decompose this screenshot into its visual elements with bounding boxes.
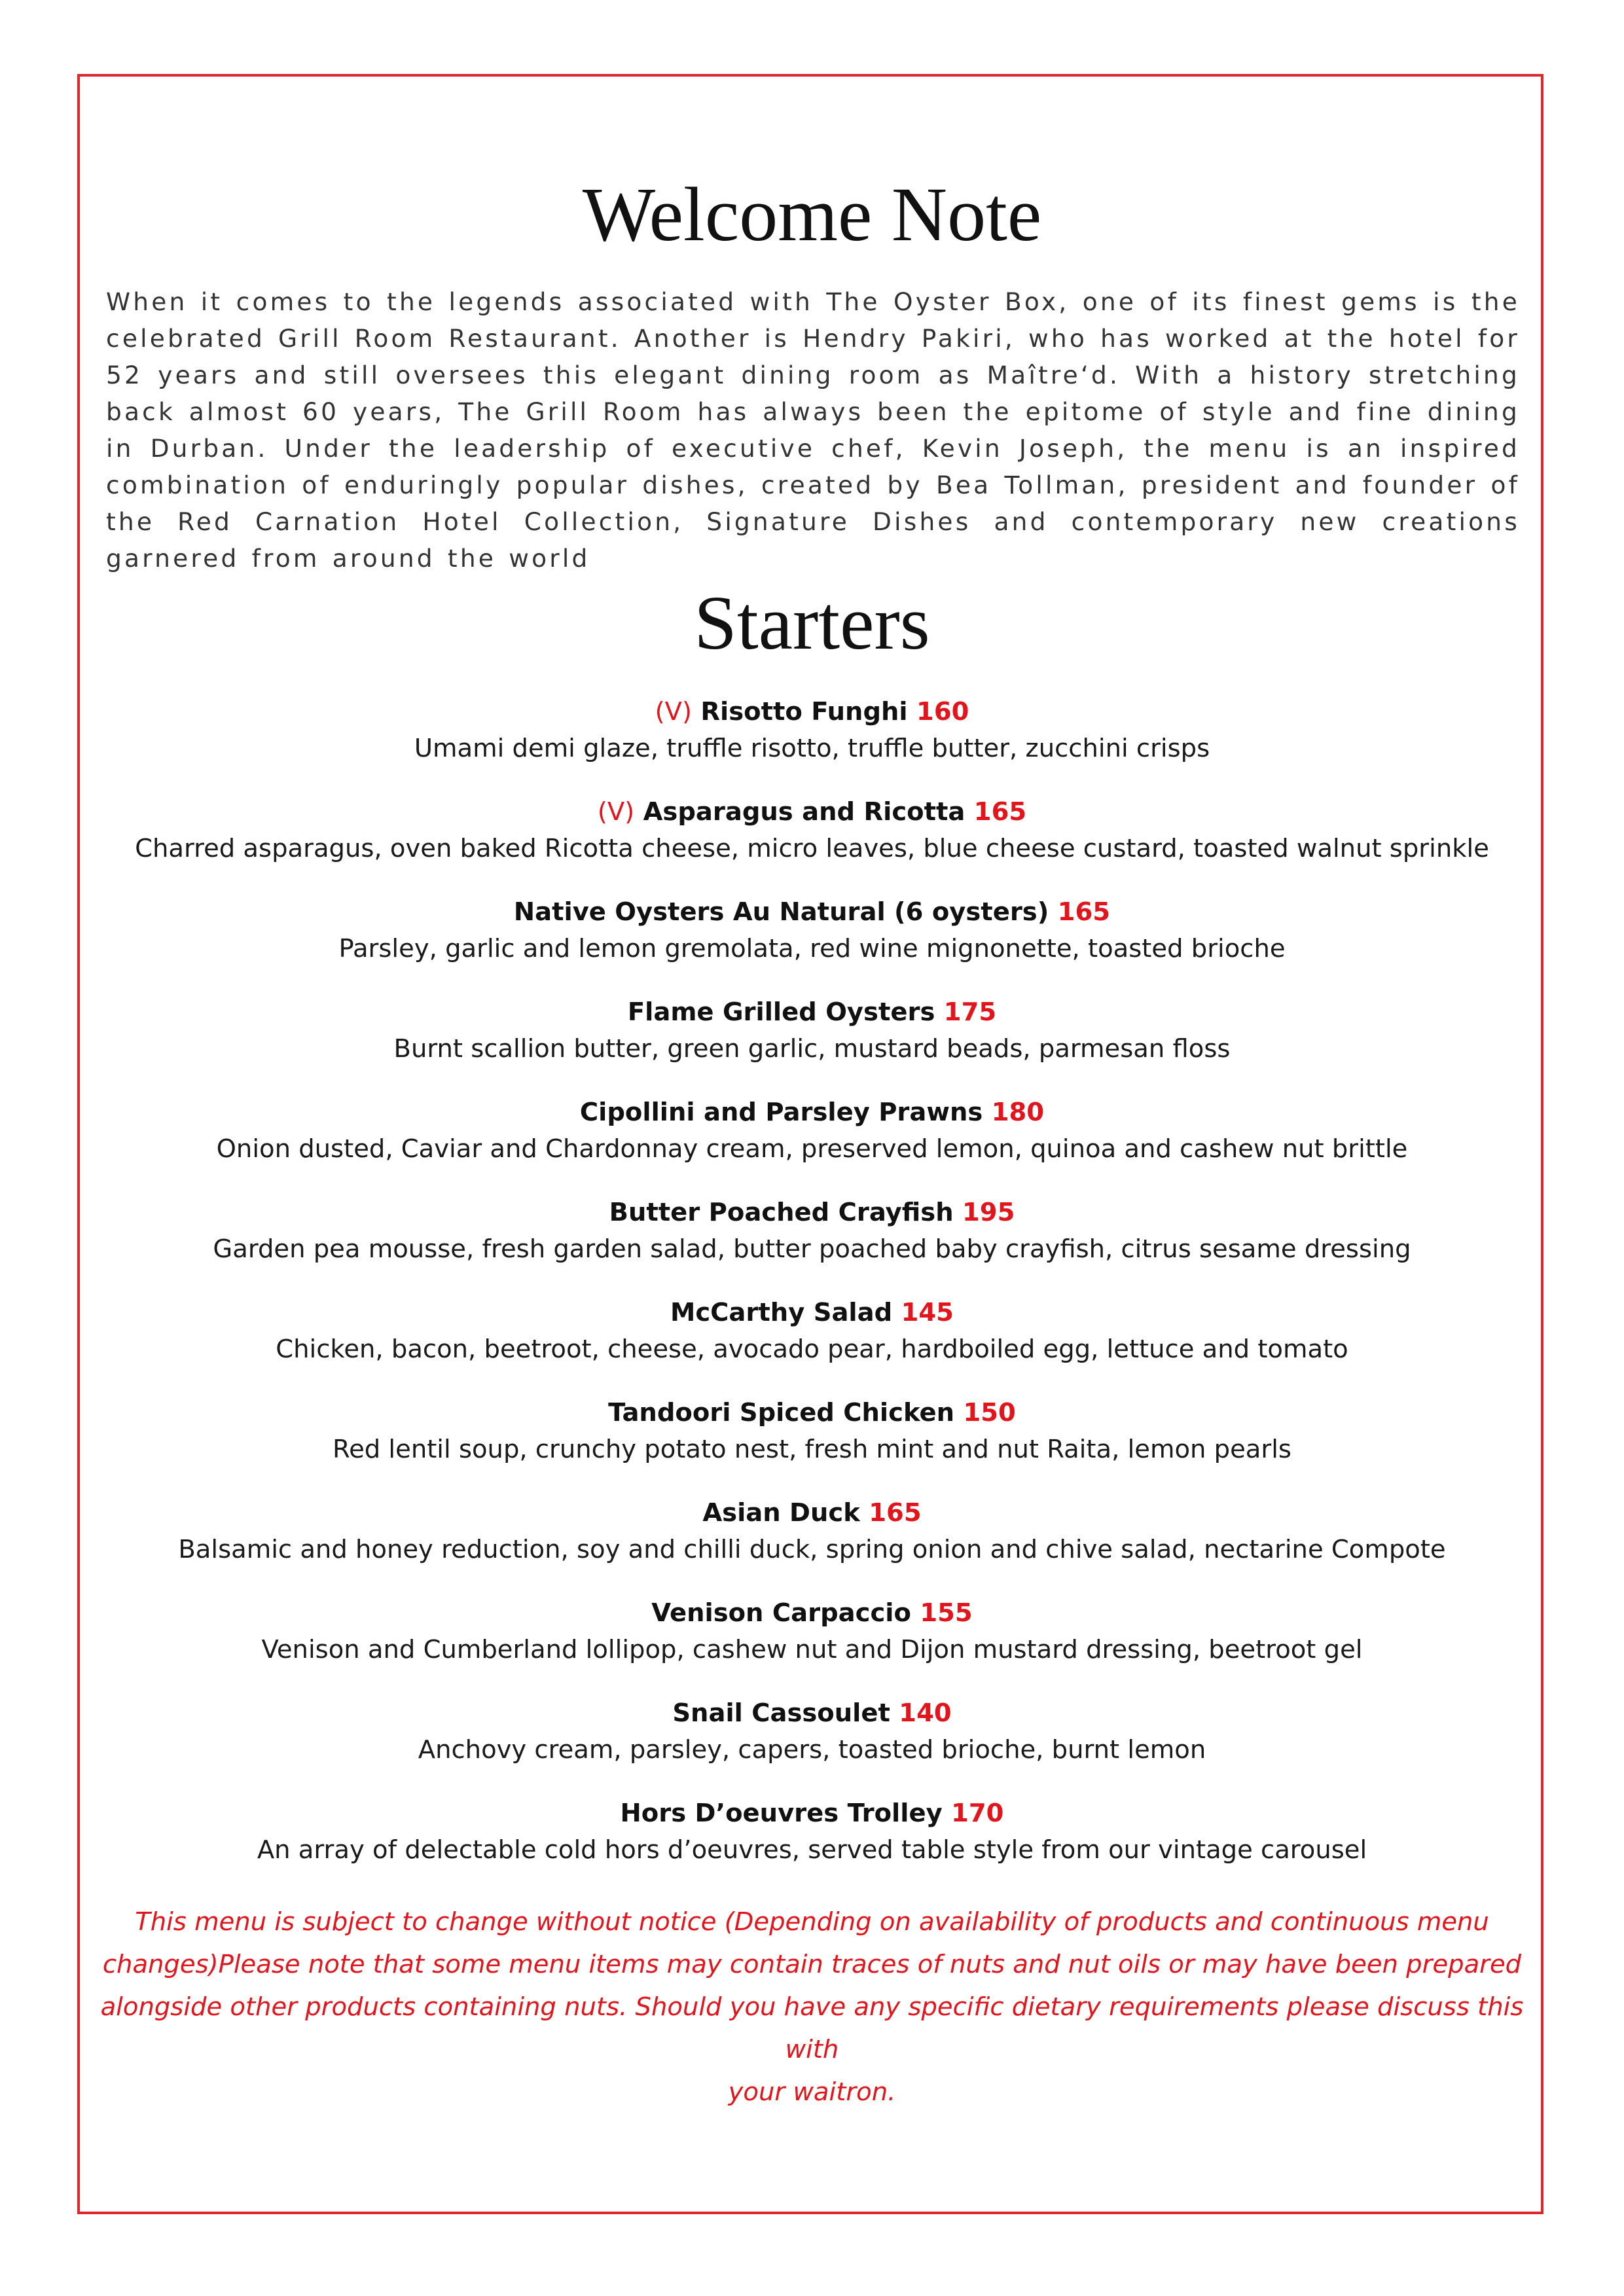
menu-item-price: 180 xyxy=(991,1098,1045,1127)
welcome-line: 60 years, The Grill Room has always been the epitome of style and fine dining in Durban. Under the xyxy=(106,397,1520,463)
menu-item-description: Parsley, garlic and lemon gremolata, red wine mignonette, toasted brioche xyxy=(338,934,1286,963)
welcome-paragraph xyxy=(106,283,1520,577)
menu-item xyxy=(0,1395,1624,1495)
menu-item-name: Cipollini and Parsley Prawns xyxy=(579,1098,983,1127)
vegetarian-tag: (V) xyxy=(655,697,692,726)
menu-item-description: Balsamic and honey reduction, soy and chilli duck, spring onion and chive salad, nectarine Compote xyxy=(178,1535,1446,1564)
menu-item xyxy=(0,1094,1624,1194)
menu-item-price: 165 xyxy=(1057,897,1111,927)
menu-item-name: McCarthy Salad xyxy=(670,1298,893,1327)
menu-item-description: Burnt scallion butter, green garlic, mustard beads, parmesan floss xyxy=(393,1034,1231,1064)
disclaimer-line: This menu is subject to change without notice (Depending on availability of products and continuous menu xyxy=(135,1907,1489,1937)
menu-item-description: Chicken, bacon, beetroot, cheese, avocado pear, hardboiled egg, lettuce and tomato xyxy=(276,1335,1348,1364)
welcome-line: popular dishes, created by Bea Tollman, president and founder of the Red Carnation Hotel xyxy=(106,471,1520,536)
menu-item-name: Hors D’oeuvres Trolley xyxy=(620,1799,943,1828)
menu-item-price: 165 xyxy=(869,1498,922,1528)
menu-item-name: Native Oysters Au Natural (6 oysters) xyxy=(513,897,1049,927)
menu-item-name: Venison Carpaccio xyxy=(651,1598,911,1628)
menu-item-description: Red lentil soup, crunchy potato nest, fresh mint and nut Raita, lemon pearls xyxy=(333,1435,1291,1464)
menu-item-description: An array of delectable cold hors d’oeuvres, served table style from our vintage carousel xyxy=(257,1835,1367,1865)
menu-item-price: 155 xyxy=(920,1598,973,1628)
starters-list xyxy=(0,694,1624,1895)
menu-item-title xyxy=(0,794,1624,831)
menu-item xyxy=(0,1695,1624,1795)
welcome-title: Welcome Note xyxy=(582,171,1042,257)
menu-item-price: 170 xyxy=(951,1799,1004,1828)
welcome-line: leadership of executive chef, Kevin Joseph, the menu is an inspired combination of enduringly xyxy=(106,434,1521,499)
menu-item-price: 150 xyxy=(963,1398,1016,1427)
menu-item-price: 140 xyxy=(899,1698,952,1728)
welcome-line: celebrated Grill Room Restaurant. Another is Hendry Pakiri, who has worked at the hotel for 52 xyxy=(106,324,1520,389)
menu-item-description: Garden pea mousse, fresh garden salad, butter poached baby crayfish, citrus sesame dressing xyxy=(213,1234,1411,1264)
disclaimer-line: your waitron. xyxy=(728,2077,896,2107)
menu-item-description: Anchovy cream, parsley, capers, toasted brioche, burnt lemon xyxy=(418,1735,1206,1765)
menu-item-title xyxy=(0,994,1624,1031)
menu-disclaimer xyxy=(98,1901,1526,2113)
menu-item-title xyxy=(0,894,1624,931)
menu-item xyxy=(0,1194,1624,1295)
menu-item-description: Umami demi glaze, truffle risotto, truffle butter, zucchini crisps xyxy=(414,734,1210,763)
menu-item-price: 160 xyxy=(916,697,969,726)
menu-item-title xyxy=(0,1295,1624,1331)
vegetarian-tag: (V) xyxy=(597,797,635,827)
menu-item xyxy=(0,1795,1624,1895)
menu-item-price: 195 xyxy=(962,1198,1015,1227)
disclaimer-line: changes)Please note that some menu items may contain traces of nuts and nut oils or may have been prepared xyxy=(102,1950,1522,1979)
menu-item-title xyxy=(0,1194,1624,1231)
menu-item-price: 175 xyxy=(943,997,997,1027)
menu-item-title xyxy=(0,1495,1624,1532)
menu-item-name: Butter Poached Crayfish xyxy=(609,1198,954,1227)
menu-item xyxy=(0,894,1624,994)
welcome-line: When it comes to the legends associated with The Oyster Box, one of its finest gems is the xyxy=(106,287,1520,316)
menu-item-title xyxy=(0,1595,1624,1632)
menu-item-name: Asian Duck xyxy=(702,1498,860,1528)
disclaimer-line: alongside other products containing nuts. Should you have any specific dietary requirements please discuss this with xyxy=(100,1992,1524,2064)
welcome-line: years and still oversees this elegant dining room as Maître‘d. With a history stretching back almost xyxy=(106,361,1521,426)
menu-item-description: Charred asparagus, oven baked Ricotta cheese, micro leaves, blue cheese custard, toasted walnut sprinkle xyxy=(135,834,1489,863)
menu-item-name: Asparagus and Ricotta xyxy=(643,797,965,827)
menu-item-price: 145 xyxy=(901,1298,954,1327)
menu-item-name: Flame Grilled Oysters xyxy=(627,997,935,1027)
menu-item-description: Onion dusted, Caviar and Chardonnay cream, preserved lemon, quinoa and cashew nut brittle xyxy=(216,1134,1408,1164)
menu-item-price: 165 xyxy=(973,797,1027,827)
menu-item xyxy=(0,1295,1624,1395)
welcome-line: Collection, Signature Dishes and contemporary new creations garnered from around the world xyxy=(106,507,1520,573)
menu-item-title xyxy=(0,1795,1624,1832)
menu-item xyxy=(0,694,1624,794)
menu-item-description: Venison and Cumberland lollipop, cashew nut and Dijon mustard dressing, beetroot gel xyxy=(261,1635,1363,1664)
menu-item xyxy=(0,794,1624,894)
menu-item-title xyxy=(0,1094,1624,1131)
starters-title: Starters xyxy=(694,580,930,666)
menu-item-title xyxy=(0,1695,1624,1732)
menu-item xyxy=(0,994,1624,1094)
menu-item-title xyxy=(0,1395,1624,1431)
menu-item xyxy=(0,1495,1624,1595)
menu-item xyxy=(0,1595,1624,1695)
menu-item-name: Snail Cassoulet xyxy=(672,1698,890,1728)
menu-item-name: Tandoori Spiced Chicken xyxy=(608,1398,955,1427)
menu-item-title xyxy=(0,694,1624,730)
menu-item-name: Risotto Funghi xyxy=(700,697,908,726)
